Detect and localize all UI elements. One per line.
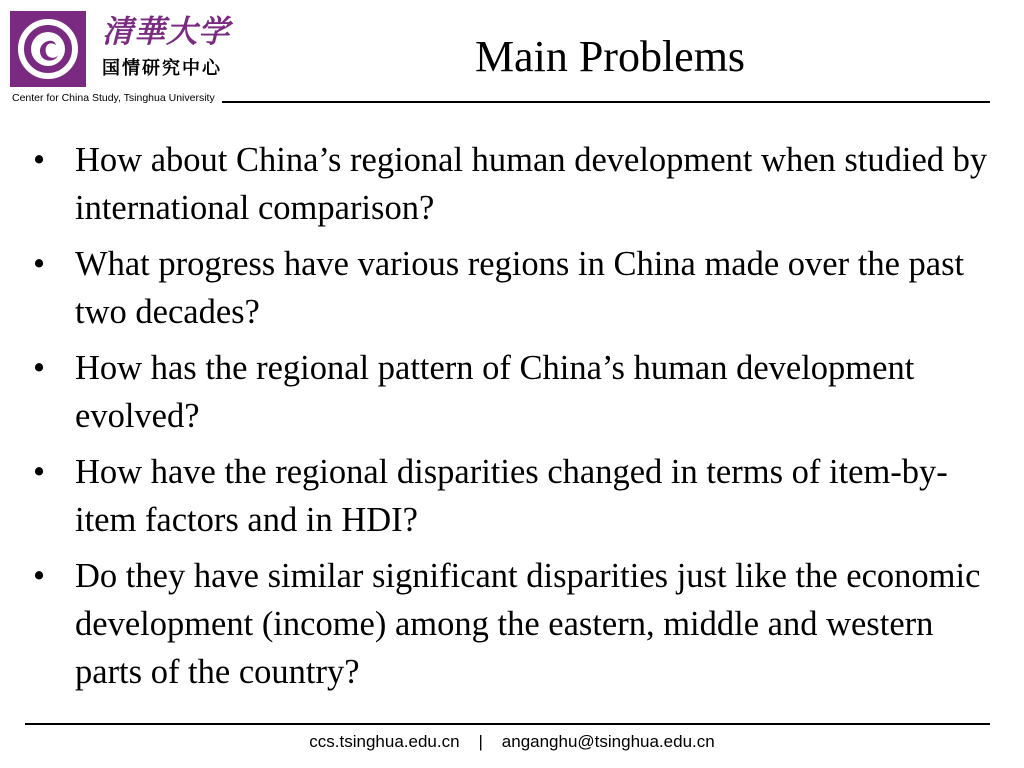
bullet-text: How have the regional disparities changed in terms of item-by-item factors and in HDI? (75, 453, 948, 539)
bullet-text: How about China’s regional human development when studied by international comparison? (75, 141, 988, 227)
bullet-item (33, 240, 993, 336)
footer-email-link[interactable]: anganghu@tsinghua.edu.cn (501, 732, 715, 751)
page-title: Main Problems (474, 32, 746, 81)
bullet-item (33, 552, 993, 696)
footer-separator: | (478, 732, 483, 751)
logo-chinese-subtitle: 国情研究中心 (102, 58, 222, 79)
bullet-item (33, 136, 993, 232)
bullet-text: Do they have similar significant disparities just like the economic development (income) among the eastern, middle and western parts of the country? (75, 557, 981, 691)
bullet-item (33, 448, 993, 544)
title-divider (222, 101, 990, 103)
bullet-dot-icon: • (33, 557, 46, 595)
footer-divider (25, 723, 990, 725)
logo-english-name: Center for China Study, Tsinghua University (12, 92, 215, 104)
footer (0, 731, 1024, 753)
logo (10, 8, 230, 104)
bullet-dot-icon: • (33, 349, 46, 387)
bullet-item (33, 344, 993, 440)
institution-emblem-icon (10, 11, 86, 87)
bullet-dot-icon: • (33, 141, 46, 179)
bullet-text: What progress have various regions in China made over the past two decades? (75, 245, 965, 331)
bullet-dot-icon: • (33, 453, 46, 491)
bullet-list (33, 136, 993, 704)
bullet-text: How has the regional pattern of China’s human development evolved? (75, 349, 915, 435)
logo-chinese-title: 清華大学 (102, 14, 230, 50)
footer-website-link[interactable]: ccs.tsinghua.edu.cn (309, 732, 460, 751)
bullet-dot-icon: • (33, 245, 46, 283)
